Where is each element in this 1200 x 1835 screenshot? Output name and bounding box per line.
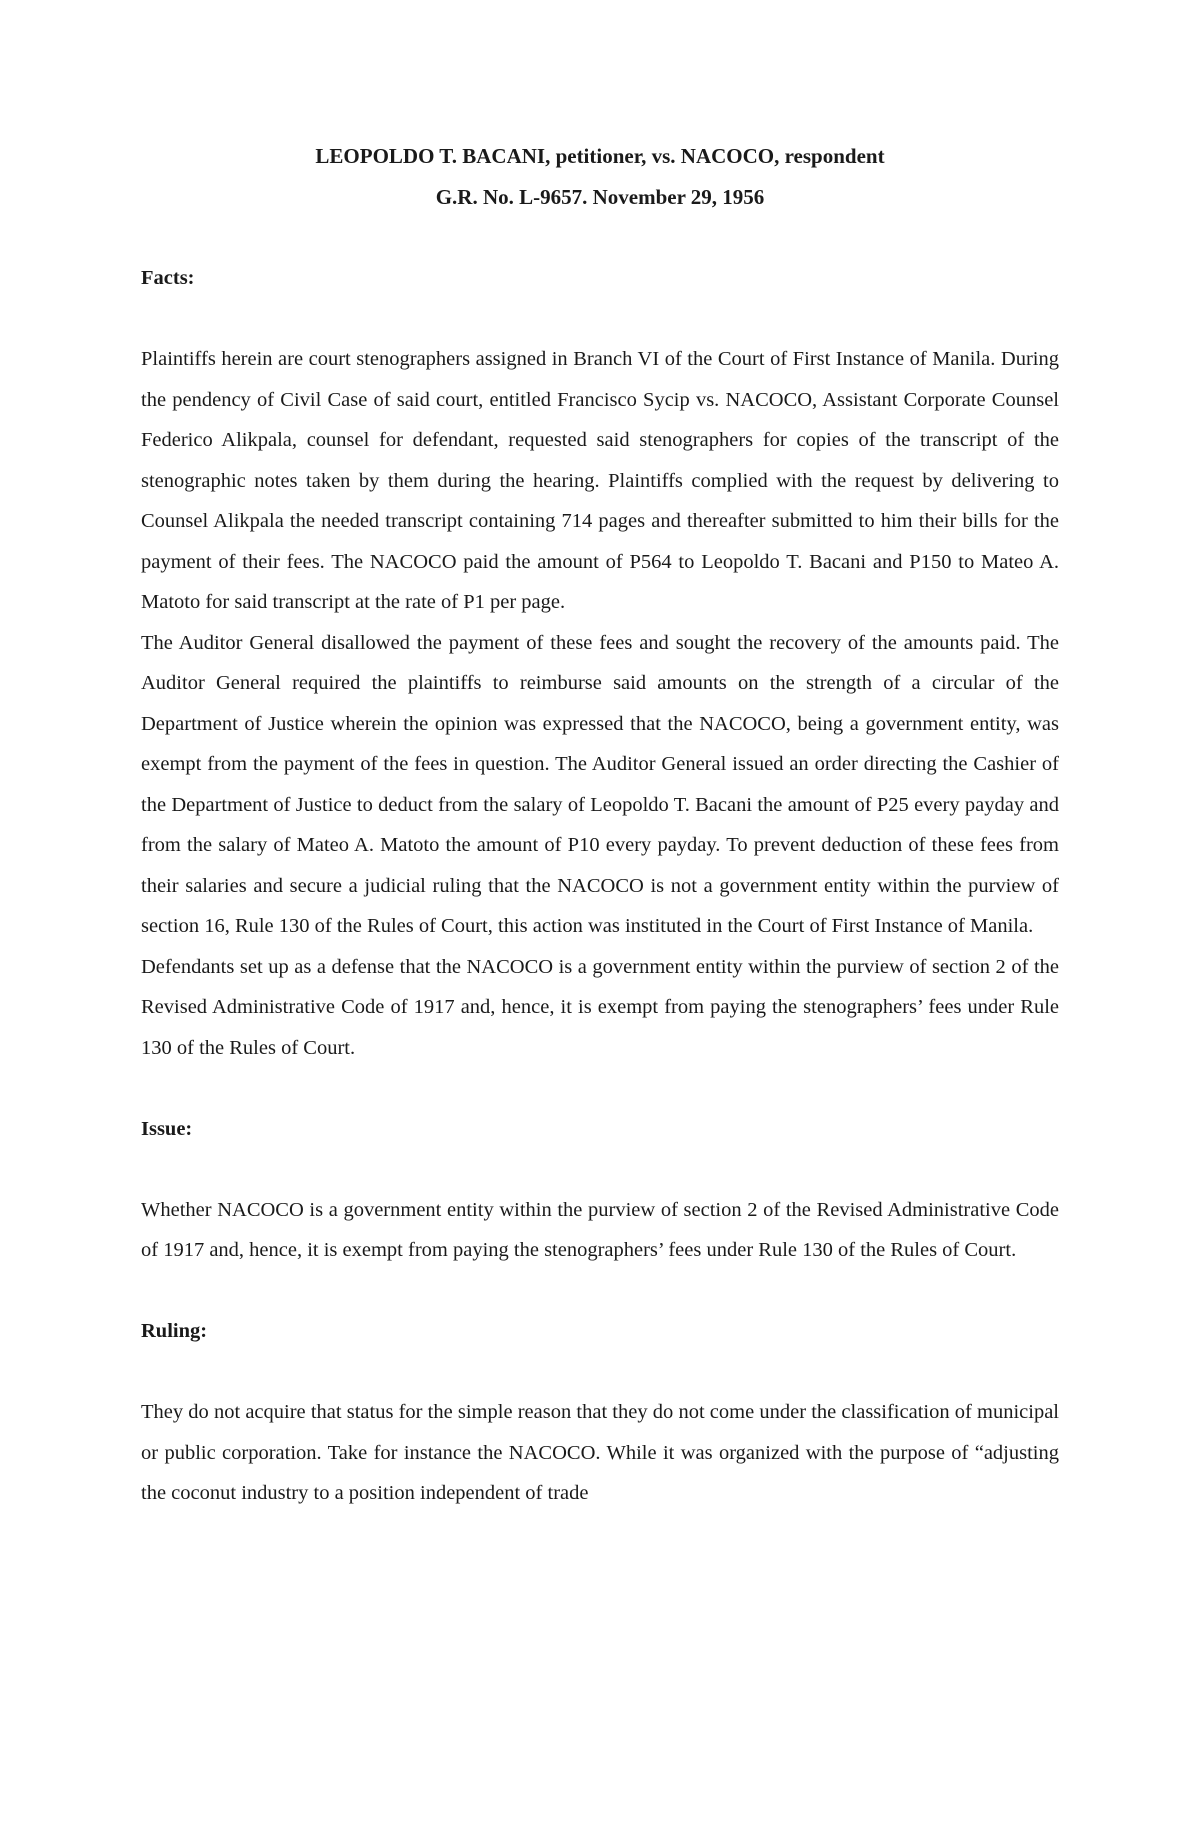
spacer (141, 299, 1059, 340)
facts-heading: Facts: (141, 267, 195, 289)
document-page (141, 136, 1059, 1514)
case-title: LEOPOLDO T. BACANI, petitioner, vs. NACOCO, respondent (315, 144, 885, 168)
facts-paragraph-1: Plaintiffs herein are court stenographers assigned in Branch VI of the Court of First Instance of Manila. During the pendency of Civil Case of said court, entitled Francisco Sycip vs. NACOCO, Assistant Corporate Counsel Federico Alikpala, counsel for defendant, requested said stenographers for copies of the transcript of the stenographic notes taken by them during the hearing. Plaintiffs complied with the request by delivering to Counsel Alikpala the needed transcript containing 714 pages and thereafter submitted to him their bills for the payment of their fees. The NACOCO paid the amount of P564 to Leopoldo T. Bacani and P150 to Mateo A. Matoto for said transcript at the rate of P1 per page. (141, 348, 1059, 613)
spacer (141, 1068, 1059, 1109)
spacer (141, 1271, 1059, 1312)
facts-paragraph-2: The Auditor General disallowed the payment of these fees and sought the recovery of the amounts paid. The Auditor General required the plaintiffs to reimburse said amounts on the strength of a circular of the Department of Justice wherein the opinion was expressed that the NACOCO, being a government entity, was exempt from the payment of the fees in question. The Auditor General issued an order directing the Cashier of the Department of Justice to deduct from the salary of Leopoldo T. Bacani the amount of P25 every payday and from the salary of Mateo A. Matoto the amount of P10 every payday. To prevent deduction of these fees from their salaries and secure a judicial ruling that the NACOCO is not a government entity within the purview of section 16, Rule 130 of the Rules of Court, this action was instituted in the Court of First Instance of Manila. (141, 631, 1059, 937)
ruling-heading: Ruling: (141, 1320, 208, 1342)
spacer (141, 1149, 1059, 1190)
issue-paragraph: Whether NACOCO is a government entity within the purview of section 2 of the Revised Administrative Code of 1917 and, hence, it is exempt from paying the stenographers’ fees under Rule 130 of the Rules of Court. (141, 1198, 1059, 1261)
facts-paragraph-3: Defendants set up as a defense that the NACOCO is a government entity within the purview of section 2 of the Revised Administrative Code of 1917 and, hence, it is exempt from paying the stenographers’ fees under Rule 130 of the Rules of Court. (141, 955, 1059, 1059)
spacer (141, 218, 1059, 258)
spacer (141, 1352, 1059, 1393)
issue-heading: Issue: (141, 1117, 193, 1140)
ruling-paragraph: They do not acquire that status for the simple reason that they do not come under the classification of municipal or public corporation. Take for instance the NACOCO. While it was organized with the purpose of “adjusting the coconut industry to a position independent of trade (141, 1401, 1059, 1504)
case-citation: G.R. No. L-9657. November 29, 1956 (435, 185, 765, 209)
